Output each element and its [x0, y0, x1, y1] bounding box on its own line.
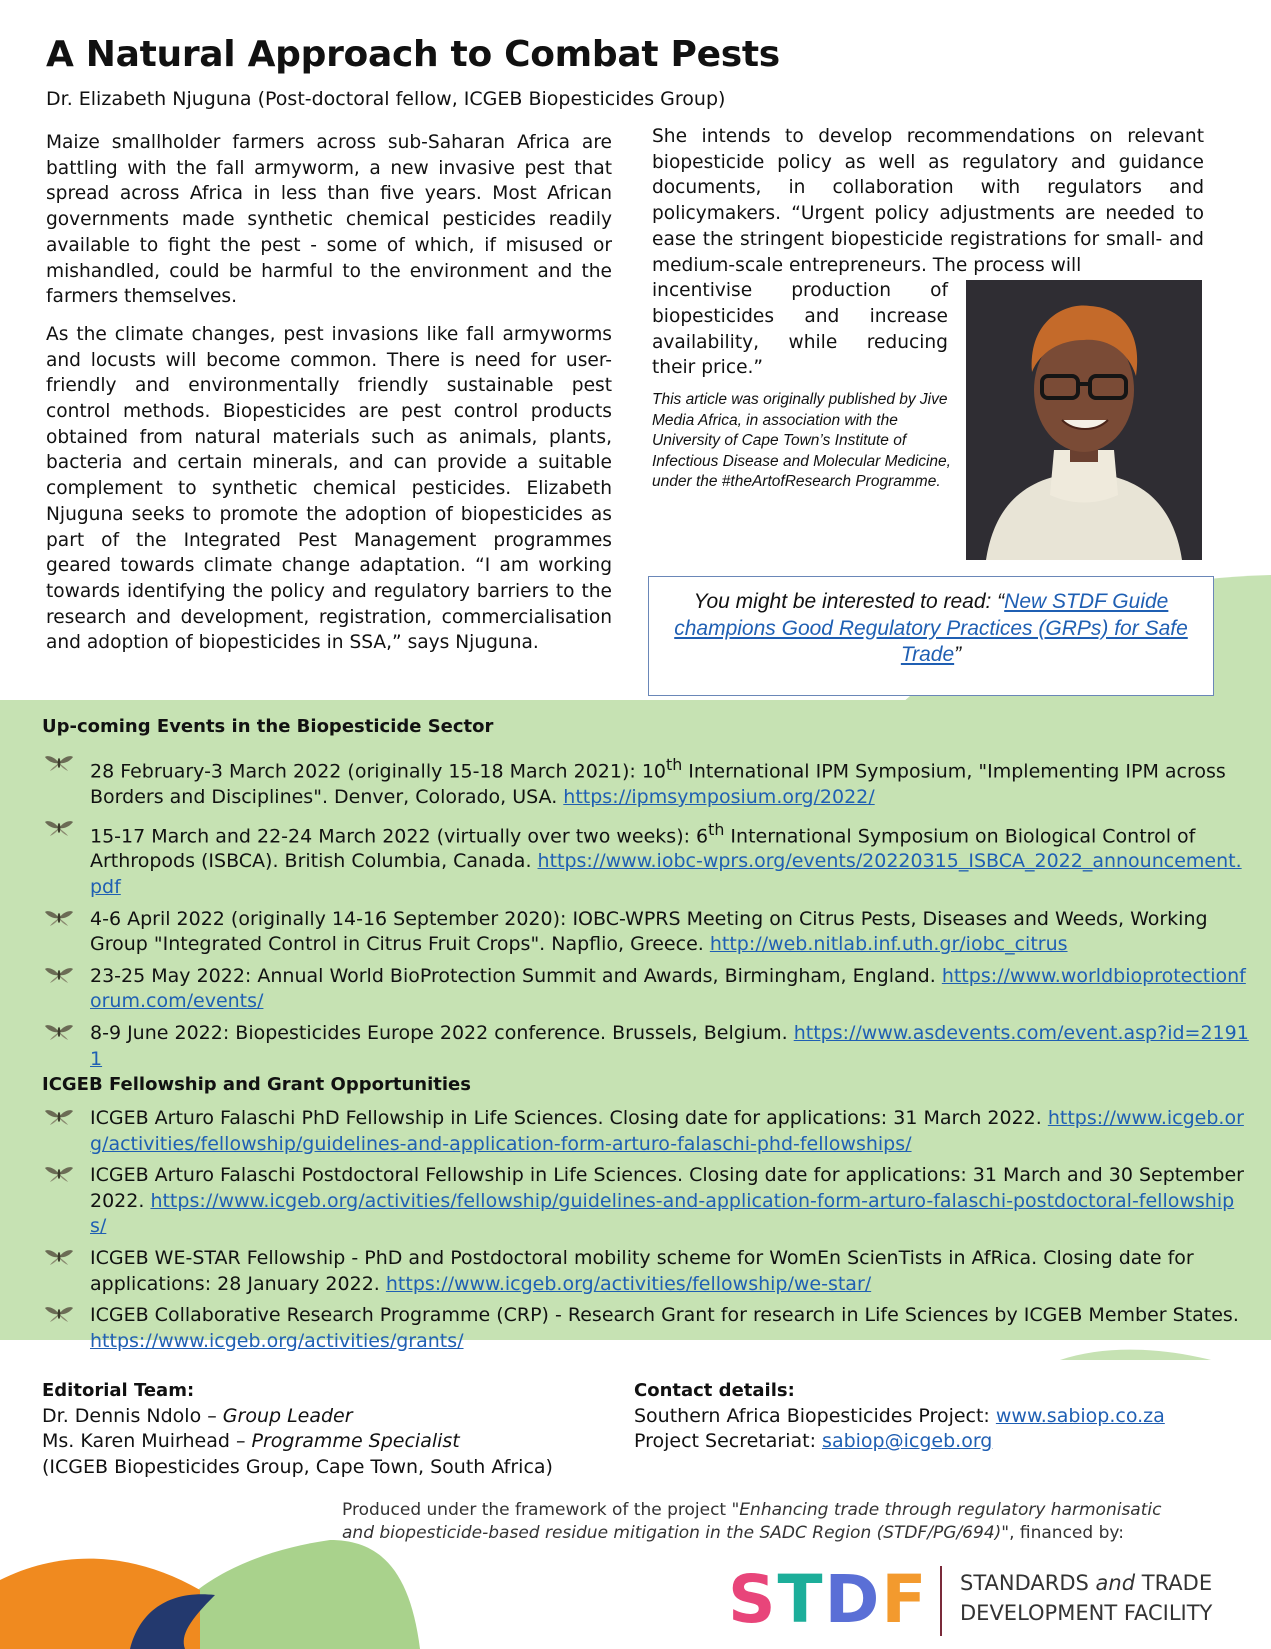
moth-icon [44, 966, 74, 984]
project-name: "Enhancing trade through regulatory harmonisatic [731, 1500, 1162, 1520]
list-item [40, 752, 1250, 811]
editorial-heading: Editorial Team: [42, 1380, 195, 1401]
item-superscript: th [666, 755, 683, 774]
related-reading-prefix: You might be interested to read: [693, 590, 998, 613]
logo-text: and [1095, 1571, 1136, 1595]
moth-icon [44, 1305, 74, 1323]
member-name: Dr. Dennis Ndolo – [42, 1404, 223, 1427]
editorial-team [42, 1378, 553, 1480]
events-list [40, 752, 1250, 1078]
item-link[interactable]: https://www.iobc-wprs.org/events/20220315_ISBCA_2022_announcement.pdf [90, 850, 1242, 899]
funding-note [342, 1499, 1242, 1544]
moth-icon [44, 819, 74, 837]
item-link[interactable]: https://www.icgeb.org/activities/fellowship/we-star/ [385, 1272, 872, 1295]
grants-list [40, 1106, 1250, 1360]
contact-heading: Contact details: [634, 1380, 795, 1401]
list-item [40, 1163, 1250, 1240]
article-paragraph: As the climate changes, pest invasions like fall armyworms and locusts will become common. There is need for user-friendly and environmentally friendly sustainable pest control methods. Biopesticides are pest control products obtained from natural materials such as animals, plants, bacteria and certain minerals, and can provide a suitable complement to synthetic chemical pesticides. Elizabeth Njuguna seeks to promote the adoption of biopesticides as part of the Integrated Pest Management programmes geared towards climate change adaptation. “I am working towards identifying the policy and regulatory barriers to the research and development, registration, commercialisation and adoption of biopesticides in SSA,” says Njuguna. [46, 323, 612, 654]
member-name: Ms. Karen Muirhead – [42, 1430, 252, 1453]
logo-text: DEVELOPMENT FACILITY [960, 1601, 1213, 1625]
stdf-letter: S [728, 1561, 778, 1638]
contact-label: Southern Africa Biopesticides Project: [634, 1404, 996, 1427]
item-text: ICGEB Arturo Falaschi PhD Fellowship in Life Sciences. Closing date for applications: 31 March 2022. [90, 1107, 1048, 1129]
item-text: ICGEB Arturo Falaschi Postdoctoral Fellowship in Life Sciences. Closing date for applications: 31 March and 30 September 2022. [90, 1164, 1244, 1212]
article-paragraph: incentivise production of biopesticides and increase availability, while reducing their price.” [652, 280, 948, 379]
item-text: International Symposium on Biological Control of Arthropods (ISBCA). British Columbia, Canada. [90, 824, 1196, 873]
item-text: 23-25 May 2022: Annual World BioProtection Summit and Awards, Birmingham, England. [90, 964, 942, 987]
item-text: 28 February-3 March 2022 (originally 15-18 March 2021): 10 [90, 760, 666, 783]
item-text: 4-6 April 2022 (originally 14-16 September 2020): IOBC-WPRS Meeting on Citrus Pests, Diseases and Weeds, Working Group "Integrated Control in Citrus Fruit Crops". Napflio, Greece. [90, 907, 1208, 956]
article-paragraph: She intends to develop recommendations on relevant biopesticide policy as well as regulatory and guidance documents, in collaboration with regulators and policymakers. “Urgent policy adjustments are needed to ease the stringent biopesticide registrations for small- and medium-scale entrepreneurs. The process will [652, 126, 1204, 276]
project-name: and biopesticide-based residue mitigation in the SADC Region (STDF/PG/694)" [342, 1522, 1010, 1543]
item-link[interactable]: https://www.icgeb.org/activities/fellowship/guidelines-and-application-form-arturo-falaschi-postdoctoral-fellowships/ [90, 1189, 1235, 1238]
contact-label: Project Secretariat: [634, 1430, 823, 1453]
editorial-member [42, 1404, 553, 1430]
list-item [40, 964, 1250, 1015]
item-link[interactable]: https://www.asdevents.com/event.asp?id=21911 [90, 1022, 1249, 1070]
item-text: 8-9 June 2022: Biopesticides Europe 2022 conference. Brussels, Belgium. [90, 1022, 794, 1044]
list-item [40, 1246, 1250, 1297]
close-quote: ” [954, 643, 962, 666]
list-item [40, 907, 1250, 958]
moth-icon [44, 1248, 74, 1266]
article-title: A Natural Approach to Combat Pests [46, 34, 780, 75]
article-byline: Dr. Elizabeth Njuguna (Post-doctoral fellow, ICGEB Biopesticides Group) [46, 88, 726, 110]
logo-text: TRADE [1135, 1571, 1213, 1595]
contact-details [634, 1378, 1165, 1455]
stdf-letter: D [824, 1561, 882, 1638]
list-item [40, 1303, 1250, 1354]
related-reading-box [648, 576, 1214, 696]
events-heading: Up-coming Events in the Biopesticide Sector [42, 716, 494, 737]
item-link[interactable]: https://ipmsymposium.org/2022/ [563, 785, 875, 808]
email-link[interactable]: sabiop@icgeb.org [822, 1430, 993, 1453]
stdf-acronym [728, 1560, 928, 1640]
item-link[interactable]: http://web.nitlab.inf.uth.gr/iobc_citrus [709, 933, 1068, 956]
moth-icon [44, 754, 74, 772]
stdf-full-name [960, 1568, 1212, 1628]
editorial-org: (ICGEB Biopesticides Group, Cape Town, South Africa) [42, 1455, 553, 1478]
item-text: ICGEB Collaborative Research Programme (CRP) - Research Grant for research in Life Sciences by ICGEB Member States. [90, 1304, 1239, 1327]
funding-text: Produced under the framework of the project [342, 1500, 732, 1520]
related-article-link[interactable]: New STDF Guide champions Good Regulatory Practices (GRPs) for Safe Trade [674, 590, 1188, 666]
article-left-column [46, 130, 612, 668]
list-item [40, 1021, 1250, 1072]
item-text: 15-17 March and 22-24 March 2022 (virtually over two weeks): 6 [90, 824, 709, 847]
moth-icon [44, 1165, 74, 1183]
portrait-photo [966, 280, 1202, 560]
member-role: Group Leader [222, 1404, 353, 1427]
stdf-letter: F [881, 1561, 929, 1638]
item-text: International IPM Symposium, "Implementing IPM across Borders and Disciplines". Denver, Colorado, USA. [90, 760, 1226, 808]
item-link[interactable]: https://www.icgeb.org/activities/grants/ [90, 1329, 464, 1352]
article-credit: This article was originally published by Jive Media Africa, in association with the University of Cape Town’s Institute of Infectious Disease and Molecular Medicine, under the #theArtofResearch Programme. [652, 391, 951, 490]
decorative-corner-shapes [0, 1540, 420, 1649]
member-role: Programme Specialist [251, 1430, 460, 1453]
logo-text: STANDARDS [960, 1571, 1096, 1595]
open-quote: “ [997, 590, 1005, 613]
stdf-letter: T [777, 1561, 825, 1638]
moth-icon [44, 909, 74, 927]
funding-text: , financed by: [1009, 1522, 1124, 1543]
list-item [40, 817, 1250, 901]
item-link[interactable]: https://www.icgeb.org/activities/fellowship/guidelines-and-application-form-arturo-falaschi-phd-fellowships/ [90, 1107, 1244, 1155]
editorial-member [42, 1429, 553, 1455]
logo-divider [940, 1566, 942, 1636]
list-item [40, 1106, 1250, 1157]
item-text: ICGEB WE-STAR Fellowship - PhD and Postdoctoral mobility scheme for WomEn ScienTists in AfRica. Closing date for applications: 28 January 2022. [90, 1246, 1194, 1295]
stdf-logo [728, 1560, 1248, 1640]
item-link[interactable]: https://www.worldbioprotectionforum.com/events/ [90, 964, 1246, 1013]
moth-icon [44, 1023, 74, 1041]
website-link[interactable]: www.sabiop.co.za [995, 1404, 1165, 1427]
item-superscript: th [708, 819, 725, 839]
moth-icon [44, 1108, 74, 1126]
grants-heading: ICGEB Fellowship and Grant Opportunities [42, 1074, 471, 1095]
article-paragraph: Maize smallholder farmers across sub-Saharan Africa are battling with the fall armyworm, a new invasive pest that spread across Africa in less than five years. Most African governments made synthetic chemical pesticides readily available to fight the pest - some of which, if misused or mishandled, could be harmful to the environment and the farmers themselves. [46, 132, 612, 308]
